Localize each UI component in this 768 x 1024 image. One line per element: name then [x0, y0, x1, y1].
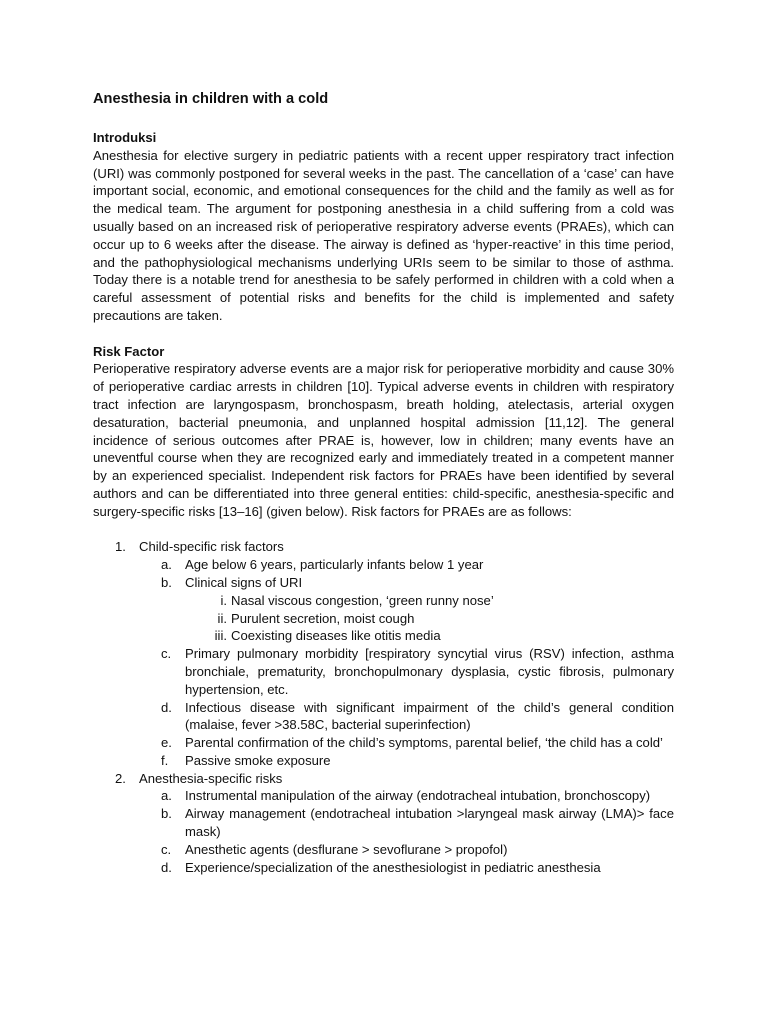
list-item-label: Child-specific risk factors: [139, 539, 284, 555]
anesthesia-specific-sublist: [139, 787, 674, 876]
list-item: [139, 734, 674, 752]
list-item-text: Age below 6 years, particularly infants below 1 year: [185, 557, 484, 573]
list-item-text: Nasal viscous congestion, ‘green runny nose’: [231, 592, 494, 608]
list-item-label: Anesthesia-specific risks: [139, 770, 283, 786]
section-spacer: [93, 325, 674, 343]
list-item-text: Airway management (endotracheal intubation >laryngeal mask airway (LMA)> face mask): [185, 806, 674, 840]
list-item: [139, 556, 674, 574]
list-item: [139, 805, 674, 841]
list-item-text: Parental confirmation of the child’s symptoms, parental belief, ‘the child has a cold’: [185, 735, 663, 751]
document-page: [93, 89, 674, 876]
risk-paragraph: Perioperative respiratory adverse events are a major risk for perioperative morbidity and cause 30% of perioperative cardiac arrests in children [10]. Typical adverse events in children with respiratory tract infection are laryngospasm, bronchospasm, breath holding, atelectasis, arterial oxygen desaturation, bacterial pneumonia, and unplanned hospital admission [11,12]. The general incidence of serious outcomes after PRAE is, however, low in children; many events have an uneventful course when they are recognized early and immediately treated in a competent manner by an experienced specialist. Independent risk factors for PRAEs have been identified by several authors and can be differentiated into three general entities: child-specific, anesthesia-specific and surgery-specific risks [13–16] (given below). Risk factors for PRAEs are as follows:: [93, 361, 674, 519]
risk-heading: Risk Factor: [93, 343, 165, 359]
list-item: [139, 645, 674, 698]
list-letter: f.: [161, 752, 169, 768]
list-roman: iii.: [214, 628, 227, 644]
list-letter: e.: [161, 735, 172, 751]
document-title: Anesthesia in children with a cold: [93, 91, 329, 107]
list-letter: a.: [161, 557, 172, 573]
list-roman: i.: [220, 592, 227, 608]
list-item-text: Primary pulmonary morbidity [respiratory syncytial virus (RSV) infection, asthma bronchiale, prematurity, bronchopulmonary dysplasia, cystic fibrosis, pulmonary hypertension, etc.: [185, 646, 674, 697]
list-item: [185, 627, 674, 645]
list-letter: a.: [161, 788, 172, 804]
list-item-text: Passive smoke exposure: [185, 752, 331, 768]
list-spacer: [93, 521, 674, 539]
list-letter: c.: [161, 841, 172, 857]
list-item: [139, 699, 674, 735]
list-item-text: Infectious disease with significant impairment of the child’s general condition (malaise, fever >38.58C, bacterial superinfection): [185, 699, 674, 733]
intro-paragraph: Anesthesia for elective surgery in pediatric patients with a recent upper respiratory tract infection (URI) was commonly postponed for several weeks in the past. The cancellation of a ‘case’ can have important social, economic, and emotional consequences for the child and the family as well as for the medical team. The argument for postponing anesthesia in a child suffering from a cold was usually based on an increased risk of perioperative respiratory adverse events (PRAEs), which can occur up to 6 weeks after the disease. The airway is defined as ‘hyper-reactive’ in this time period, and the pathophysiological mechanisms underlying URIs seem to be similar to those of asthma. Today there is a notable trend for anesthesia to be safely performed in children with a cold when a careful assessment of potential risks and benefits for the child is implemented and safety precautions are taken.: [93, 147, 674, 323]
list-number: 1.: [115, 539, 126, 555]
list-item: [185, 592, 674, 610]
child-specific-sublist: [139, 556, 674, 770]
list-item: [185, 610, 674, 628]
intro-heading: Introduksi: [93, 130, 157, 145]
list-item-text: Coexisting diseases like otitis media: [231, 628, 441, 644]
list-letter: c.: [161, 646, 172, 662]
list-letter: d.: [161, 699, 172, 715]
risk-factor-list: [93, 538, 674, 876]
list-roman: ii.: [217, 610, 227, 626]
list-item: [139, 787, 674, 805]
list-item: [139, 574, 674, 645]
list-item: [139, 841, 674, 859]
list-letter: d.: [161, 859, 172, 875]
list-item-text: Purulent secretion, moist cough: [231, 610, 415, 626]
list-letter: b.: [161, 806, 172, 822]
list-item-text: Clinical signs of URI: [185, 574, 303, 590]
list-item-text: Anesthetic agents (desflurane > sevoflurane > propofol): [185, 841, 508, 857]
list-item: [139, 752, 674, 770]
uri-signs-sublist: [185, 592, 674, 645]
list-number: 2.: [115, 770, 126, 786]
list-item-text: Instrumental manipulation of the airway (endotracheal intubation, bronchoscopy): [185, 788, 651, 804]
list-item-child-specific: [93, 538, 674, 769]
list-item-anesthesia-specific: [93, 770, 674, 877]
list-item-text: Experience/specialization of the anesthesiologist in pediatric anesthesia: [185, 859, 601, 875]
list-item: [139, 859, 674, 877]
list-letter: b.: [161, 574, 172, 590]
